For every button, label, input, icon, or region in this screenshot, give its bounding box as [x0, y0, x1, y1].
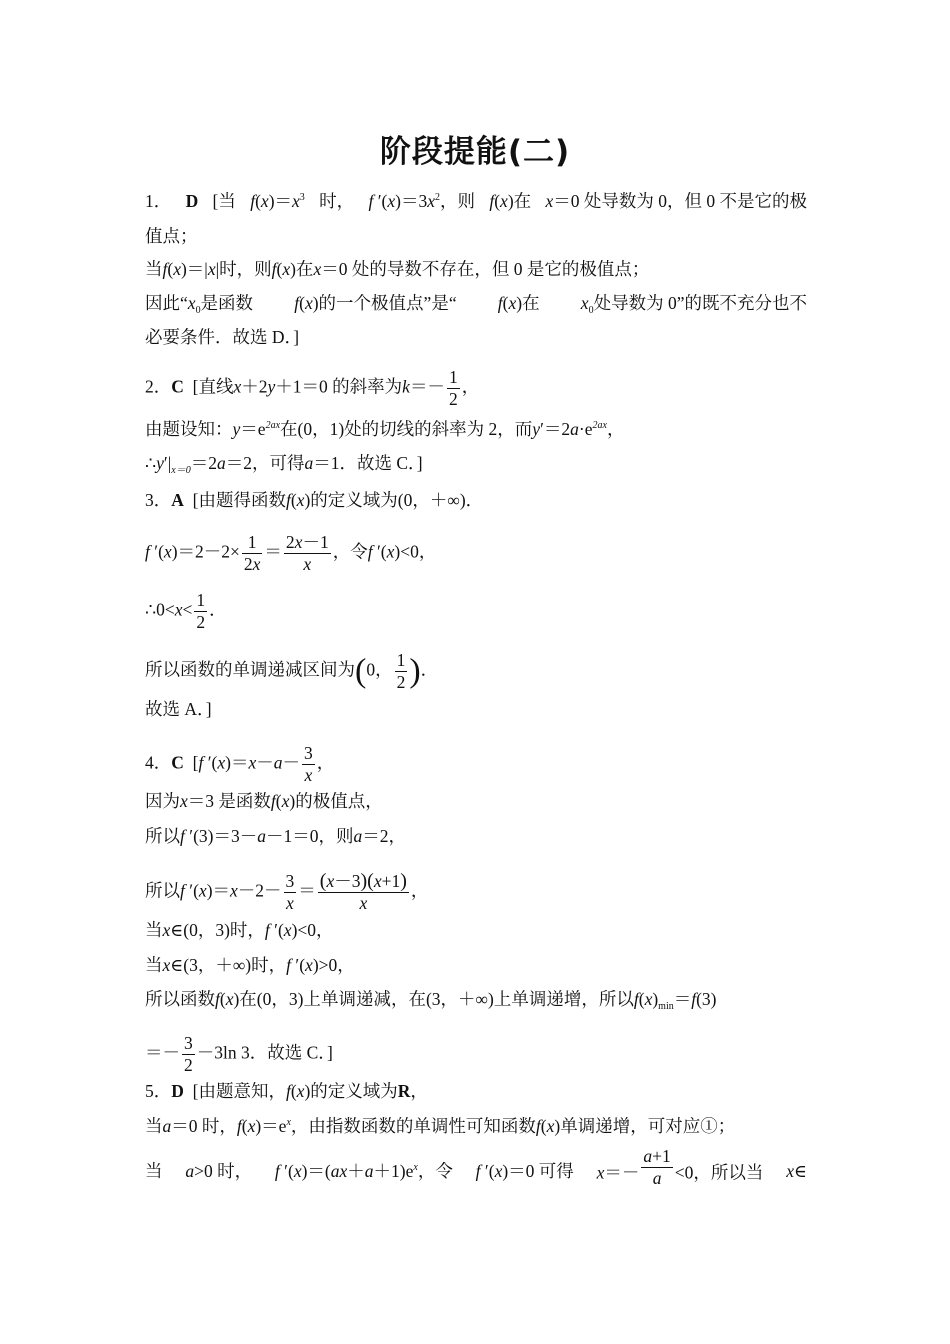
q1-line-3: 当f(x)＝|x|时，则f(x)在x＝0 处的导数不存在，但 0 是它的极值点；	[145, 259, 650, 279]
fraction: $\frac{1}{2}$	[448, 367, 458, 409]
q1-line-5: 必要条件．故选 D．]	[145, 327, 300, 347]
fraction: $\frac{1}{2}$	[196, 590, 206, 632]
q4-line-1: 4．C [f ′(x)＝x－a－ $\frac{3}{x}$ ，	[145, 743, 335, 785]
q2-answer: C	[171, 376, 184, 397]
fraction: $\frac{(x-3)(x+1)}{x}$	[319, 870, 407, 913]
q1-answer: D	[185, 191, 199, 211]
q3-line-3: ∴0<x< $\frac{1}{2}$ ．	[145, 590, 227, 632]
q4-line-3: 所以f ′(3)＝3－a－1＝0，则a＝2，	[145, 826, 406, 846]
q5-line-1: 5．D [由题意知，f(x)的定义域为R，	[145, 1081, 428, 1101]
q2-line-2: 由题设知：$y=e^{2ax}$在(0，1)处的切线的斜率为 2，而$y'=2a\cdot e^{2ax}$，	[145, 419, 625, 439]
q3-line-1: 3．A [由题得函数f(x)的定义域为(0，＋∞)．	[145, 490, 484, 510]
fraction: $\frac{1}{2x}$	[243, 532, 261, 574]
fraction: $\frac{2x-1}{x}$	[285, 532, 329, 574]
q4-line-6: 当x∈(3，＋∞)时，f ′(x)>0，	[145, 955, 355, 975]
page-title: 阶段提能(二)	[379, 134, 571, 170]
q3-answer: A	[171, 490, 184, 510]
fraction: $\frac{3}{x}$	[285, 871, 295, 913]
q4-line-8: ＝－ $\frac{3}{2}$ －3ln 3．故选 C．]	[145, 1033, 333, 1075]
q2-line-1: 2．C [直线x＋2y＋1＝0 的斜率为k＝－ $\frac{1}{2}$ ，	[145, 367, 480, 409]
q3-line-2: f ′(x)＝2－2× $\frac{1}{2x}$ ＝ $\frac{2x-1}{x}$ ，令f ′(x)<0，	[145, 532, 437, 574]
q4-line-7: 所以函数f(x)在(0，3)上单调递减，在(3，＋∞)上单调递增，所以$f(x)_{min}=f(3)$	[145, 989, 717, 1012]
q3-line-4: 所以函数的单调递减区间为(0， $\frac{1}{2}$ )．	[145, 650, 439, 692]
q4-line-5: 当x∈(0，3)时，f ′(x)<0，	[145, 920, 334, 940]
q1-line-1: 1． D [当 $f(x)=x^3$ 时， f $'(x)=3x^2$，则 f(x)在 x＝0 处导数为 0，但 0 不是它的极	[145, 191, 807, 211]
q3-line-5: 故选 A．]	[145, 699, 212, 719]
q4-line-2: 因为x＝3 是函数f(x)的极值点，	[145, 791, 383, 811]
q5-answer: D	[171, 1081, 184, 1101]
q4-line-4: 所以f ′(x)＝x－2－ $\frac{3}{x}$ ＝ $\frac{(x-3)(x+1)}{x}$ ，	[145, 870, 429, 913]
q1-line-4: 因此“$x_0$是函数 f(x)的一个极值点”是“ f(x)在 $x_0$处导数为 0”的既不充分也不	[145, 293, 807, 316]
fraction: $\frac{1}{2}$	[396, 650, 406, 692]
fraction: $\frac{a+1}{a}$	[643, 1146, 671, 1188]
fraction: $\frac{3}{2}$	[184, 1033, 193, 1075]
fraction: $\frac{3}{x}$	[304, 743, 313, 785]
q5-line-2: 当a＝0 时，$f(x)=e^x$，由指数函数的单调性可知函数f(x)单调递增，可对应①；	[145, 1116, 736, 1136]
q4-answer: C	[171, 752, 184, 773]
q5-line-3: 当 a>0 时， f $'(x)=(ax+a+1)e^x$，令 f ′(x)＝0 可得 x＝－ $\frac{a+1}{a}$ <0，所以当 x∈	[145, 1146, 807, 1188]
q2-line-3: $\therefore y'|_{x=0}=2a=2$，可得a＝1．故选 C．]	[145, 453, 423, 476]
q1-line-2: 值点；	[145, 226, 198, 246]
